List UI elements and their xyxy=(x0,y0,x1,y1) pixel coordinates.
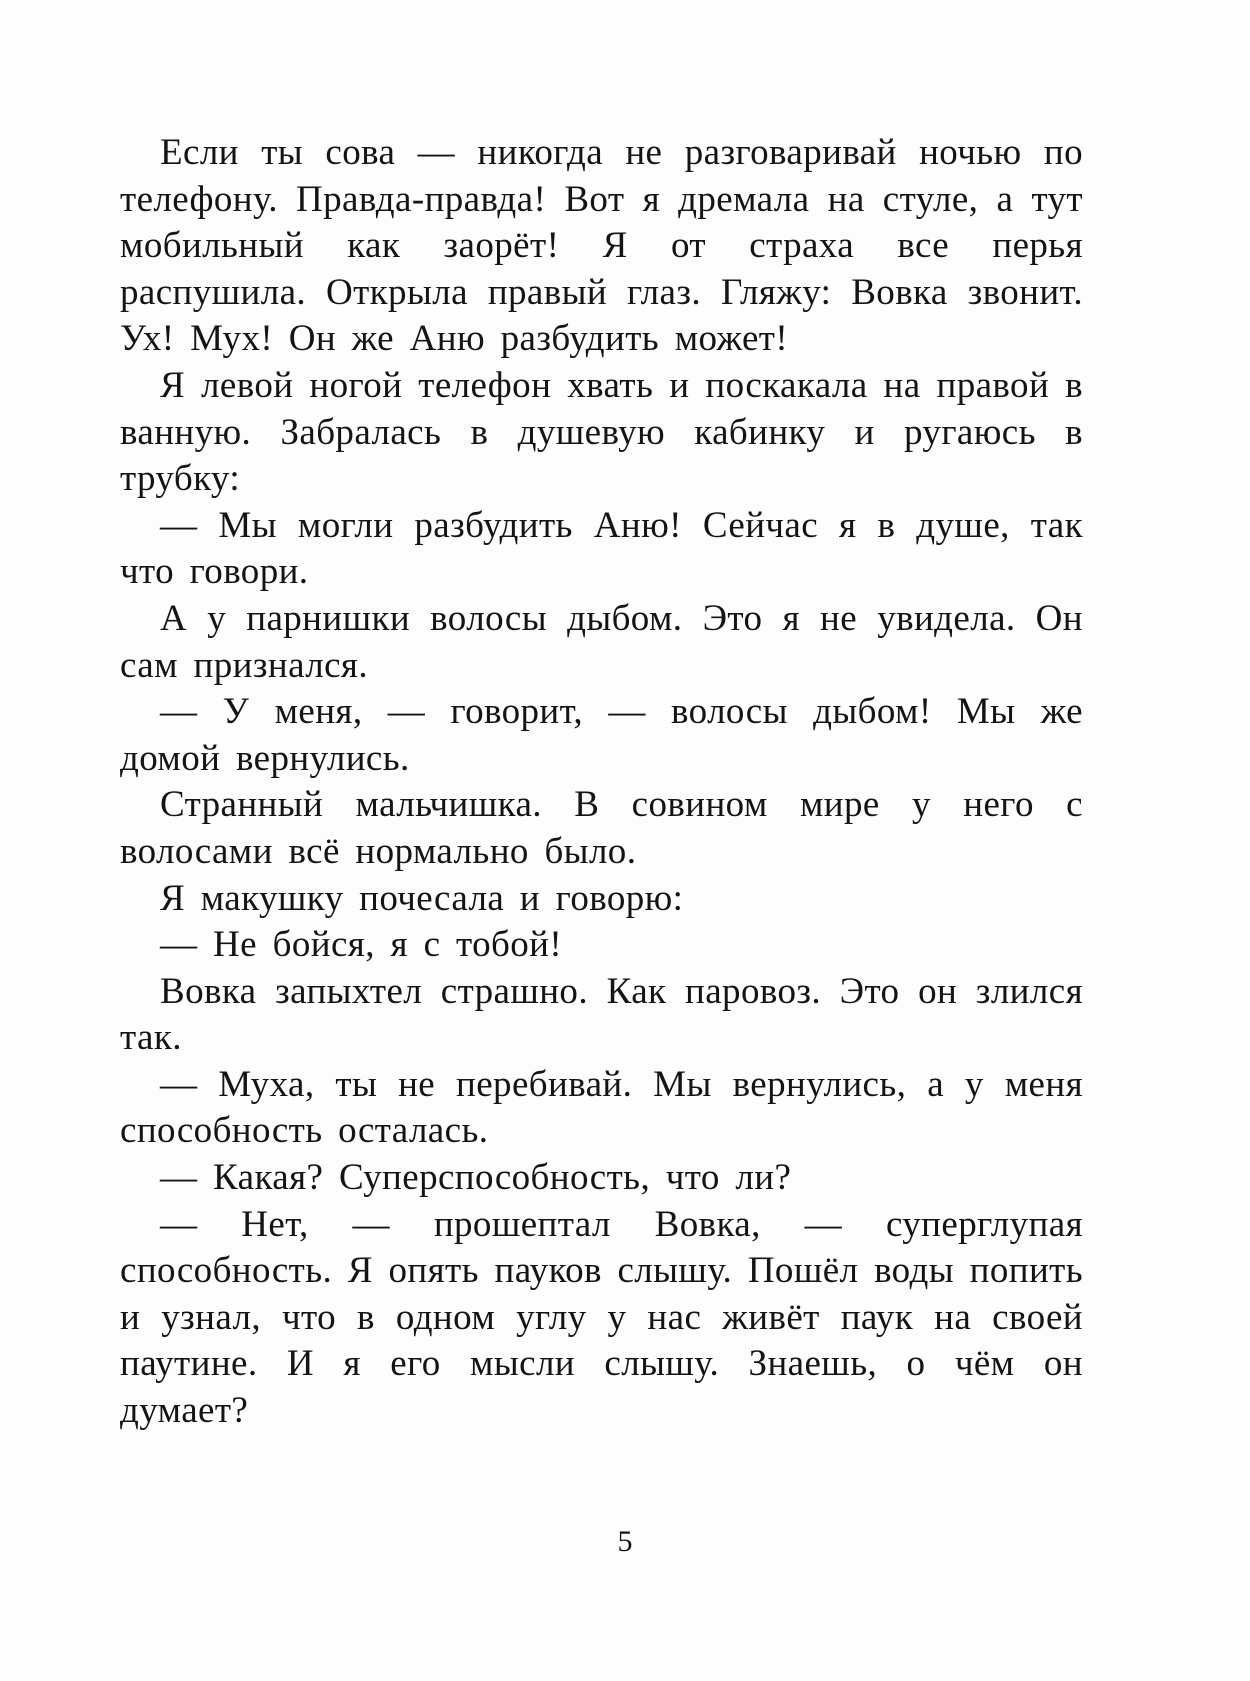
paragraph-8: — Не бойся, я с тобой! xyxy=(160,924,563,966)
paragraph-12: — Нет, — прошептал Вовка, — суперглупая способность. Я опять пауков слышу. Пошёл воды попить и узнал, что в одном углу у нас живёт паук на своей паутине. И я его мысли слышу. Знаешь, о чём он думает? xyxy=(120,1203,1083,1432)
paragraph-6: Странный мальчишка. В совином мире у него с волосами всё нормально было. xyxy=(120,784,1083,872)
body-text xyxy=(120,130,1083,1435)
paragraph-4: А у парнишки волосы дыбом. Это я не увидела. Он сам признался. xyxy=(120,597,1083,686)
paragraph-10: — Муха, ты не перебивай. Мы вернулись, а у меня способность осталась. xyxy=(120,1063,1083,1152)
paragraph-7: Я макушку почесала и говорю: xyxy=(160,877,684,919)
paragraph-5: — У меня, — говорит, — волосы дыбом! Мы же домой вернулись. xyxy=(120,691,1083,779)
page-number: 5 xyxy=(617,1525,633,1558)
paragraph-2: Я левой ногой телефон хвать и поскакала на правой в ванную. Забралась в душевую кабинку и ругаюсь в трубку: xyxy=(120,364,1083,500)
paragraph-3: — Мы могли разбудить Аню! Сейчас я в душе, так что говори. xyxy=(120,504,1083,593)
paragraph-1: Если ты сова — никогда не разговаривай ночью по телефону. Правда-правда! Вот я дремала на стуле, а тут мобильный как заорёт! Я от страха все перья распушила. Открыла правый глаз. Гляжу: Вовка звонит. Ух! Мух! Он же Аню разбудить может! xyxy=(120,132,1083,360)
paragraph-11: — Какая? Суперспособность, что ли? xyxy=(160,1157,792,1199)
paragraph-9: Вовка запыхтел страшно. Как паровоз. Это он злился так. xyxy=(120,970,1083,1059)
